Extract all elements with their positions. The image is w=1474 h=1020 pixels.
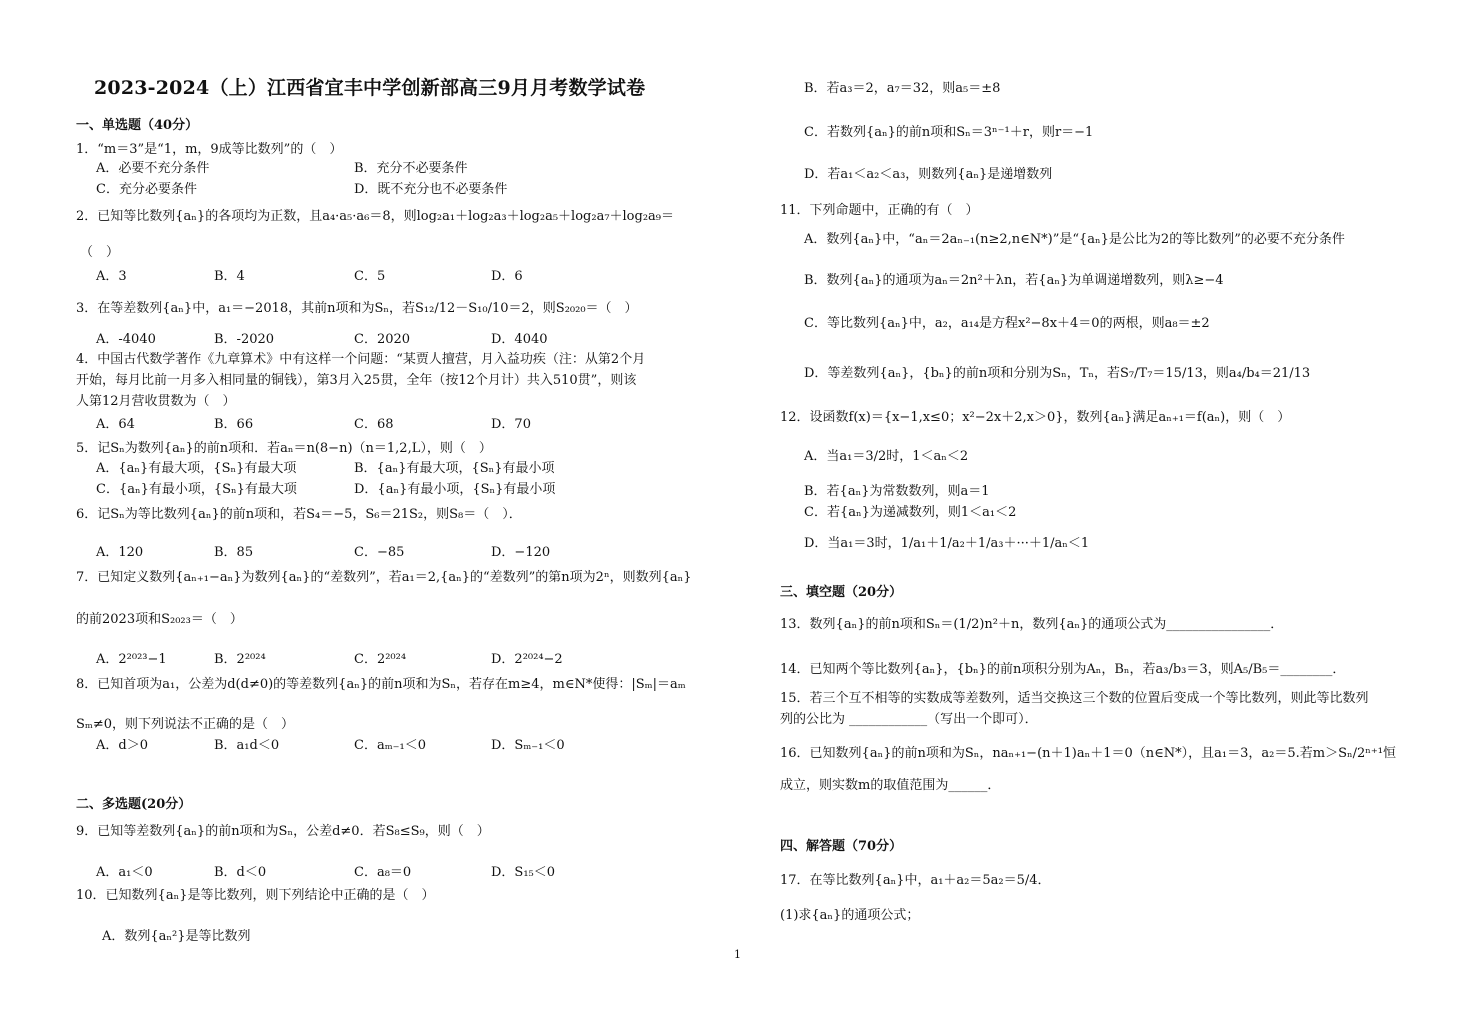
question-8-line-1: 8．已知首项为a₁，公差为d(d≠0)的等差数列{aₙ}的前n项和为Sₙ，若存在m≥4，m∈N*使得：|Sₘ|＝aₘ: [76, 677, 686, 692]
question-11: 11．下列命题中，正确的有（ ）: [780, 203, 979, 218]
q10-option-d: D．若a₁＜a₂＜a₃，则数列{aₙ}是递增数列: [804, 167, 1053, 182]
question-7-line-2: 的前2023项和S₂₀₂₃＝（ ）: [76, 612, 243, 627]
q12-option-b: B．若{aₙ}为常数数列，则a＝1: [804, 484, 990, 499]
q17-part-1: (1)求{aₙ}的通项公式；: [780, 908, 920, 923]
question-4-line-2: 开始，每月比前一月多入相同量的铜钱），第3月入25贯，全年（按12个月计）共入510贯”，则该: [76, 373, 637, 388]
q9-option-a: A．a₁＜0: [96, 865, 153, 880]
q1-option-c: C．充分必要条件: [96, 182, 197, 197]
question-9: 9．已知等差数列{aₙ}的前n项和为Sₙ，公差d≠0．若S₈≤S₉，则（ ）: [76, 824, 490, 839]
section-heading-fill-in: 三、填空题（20分）: [780, 585, 903, 600]
q7-option-c: C．2²⁰²⁴: [354, 652, 407, 667]
q3-option-c: C．2020: [354, 332, 411, 347]
q6-option-c: C．−85: [354, 545, 405, 560]
section-heading-single-choice: 一、单选题（40分）: [76, 118, 199, 133]
question-1: 1．“m＝3”是“1，m，9成等比数列”的（ ）: [76, 142, 343, 157]
q9-option-d: D．S₁₅＜0: [491, 865, 556, 880]
question-14: 14．已知两个等比数列{aₙ}，{bₙ}的前n项积分别为Aₙ，Bₙ，若a₃/b₃＝3，则A₅/B₅＝________．: [780, 662, 1346, 677]
q5-option-c: C．{aₙ}有最小项，{Sₙ}有最大项: [96, 482, 297, 497]
question-17: 17．在等比数列{aₙ}中，a₁＋a₂＝5a₂＝5/4．: [780, 873, 1051, 888]
q1-option-d: D．既不充分也不必要条件: [354, 182, 508, 197]
question-2: 2．已知等比数列{aₙ}的各项均为正数，且a₄·a₅·a₆＝8，则log₂a₁＋log₂a₃＋log₂a₅＋log₂a₇＋log₂a₉＝: [76, 209, 675, 224]
question-4-line-1: 4．中国古代数学著作《九章算术》中有这样一个问题：“某贾人擅营，月入益功疾（注：从第2个月: [76, 352, 646, 367]
section-heading-answer: 四、解答题（70分）: [780, 839, 903, 854]
question-13: 13．数列{aₙ}的前n项和Sₙ＝(1/2)n²＋n，数列{aₙ}的通项公式为________________．: [780, 617, 1284, 632]
q8-option-d: D．Sₘ₋₁＜0: [491, 738, 565, 753]
q4-option-b: B．66: [214, 417, 254, 432]
q7-option-d: D．2²⁰²⁴−2: [491, 652, 563, 667]
question-8-line-2: Sₘ≠0，则下列说法不正确的是（ ）: [76, 717, 295, 732]
q2-option-c: C．5: [354, 269, 386, 284]
q10-option-b: B．若a₃＝2，a₇＝32，则a₅＝±8: [804, 81, 1001, 96]
q2-option-b: B．4: [214, 269, 245, 284]
q8-option-b: B．a₁d＜0: [214, 738, 280, 753]
q5-option-d: D．{aₙ}有最小项，{Sₙ}有最小项: [354, 482, 556, 497]
q2-option-a: A．3: [96, 269, 127, 284]
question-15-line-1: 15．若三个互不相等的实数成等差数列，适当交换这三个数的位置后变成一个等比数列，则此等比数列: [780, 691, 1369, 706]
q11-option-b: B．数列{aₙ}的通项为aₙ＝2n²＋λn，若{aₙ}为单调递增数列，则λ≥−4: [804, 273, 1224, 288]
q4-option-d: D．70: [491, 417, 531, 432]
q7-option-b: B．2²⁰²⁴: [214, 652, 266, 667]
q11-option-c: C．等比数列{aₙ}中，a₂，a₁₄是方程x²−8x＋4＝0的两根，则a₈＝±2: [804, 316, 1210, 331]
q6-option-a: A．120: [96, 545, 144, 560]
question-16-line-2: 成立，则实数m的取值范围为______．: [780, 778, 1001, 793]
q3-option-d: D．4040: [491, 332, 548, 347]
q3-option-a: A．-4040: [96, 332, 156, 347]
section-heading-multiple-choice: 二、多选题(20分）: [76, 797, 192, 812]
question-7-line-1: 7．已知定义数列{aₙ₊₁−aₙ}为数列{aₙ}的“差数列”，若a₁＝2,{aₙ}的“差数列”的第n项为2ⁿ，则数列{aₙ}: [76, 570, 692, 585]
q1-option-b: B．充分不必要条件: [354, 161, 468, 176]
q1-option-a: A．必要不充分条件: [96, 161, 210, 176]
q3-option-b: B．-2020: [214, 332, 275, 347]
q7-option-a: A．2²⁰²³−1: [96, 652, 167, 667]
question-16-line-1: 16．已知数列{aₙ}的前n项和为Sₙ，naₙ₊₁−(n＋1)aₙ＋1＝0（n∈N*），且a₁＝3，a₂＝5.若m＞Sₙ/2ⁿ⁺¹恒: [780, 746, 1396, 761]
q4-option-a: A．64: [96, 417, 135, 432]
question-15-line-2: 列的公比为 ____________（写出一个即可）．: [780, 712, 1038, 727]
q2-blank: （ ）: [80, 245, 120, 260]
q5-option-a: A．{aₙ}有最大项，{Sₙ}有最大项: [96, 461, 297, 476]
q5-option-b: B．{aₙ}有最大项，{Sₙ}有最小项: [354, 461, 555, 476]
q8-option-a: A．d＞0: [96, 738, 148, 753]
q11-option-a: A．数列{aₙ}中，“aₙ＝2aₙ₋₁(n≥2,n∈N*)”是“{aₙ}是公比为2的等比数列”的必要不充分条件: [804, 232, 1345, 247]
question-12: 12．设函数f(x)＝{x−1,x≤0；x²−2x＋2,x＞0}，数列{aₙ}满足aₙ₊₁＝f(aₙ)，则（ ）: [780, 410, 1291, 425]
q9-option-b: B．d＜0: [214, 865, 267, 880]
q12-option-a: A．当a₁＝3/2时，1＜aₙ＜2: [804, 449, 969, 464]
q11-option-d: D．等差数列{aₙ}，{bₙ}的前n项和分别为Sₙ，Tₙ，若S₇/T₇＝15/13，则a₄/b₄＝21/13: [804, 366, 1311, 381]
question-5: 5．记Sₙ为数列{aₙ}的前n项和．若aₙ＝n(8−n)（n＝1,2,L），则（ ）: [76, 441, 492, 456]
q12-option-c: C．若{aₙ}为递减数列，则1＜a₁＜2: [804, 505, 1017, 520]
q9-option-c: C．a₈＝0: [354, 865, 412, 880]
q10-option-c: C．若数列{aₙ}的前n项和Sₙ＝3ⁿ⁻¹＋r，则r＝−1: [804, 125, 1094, 140]
question-6: 6．记Sₙ为等比数列{aₙ}的前n项和，若S₄＝−5，S₆＝21S₂，则S₈＝（ ）．: [76, 507, 522, 522]
question-10: 10．已知数列{aₙ}是等比数列，则下列结论中正确的是（ ）: [76, 888, 435, 903]
question-3: 3．在等差数列{aₙ}中，a₁＝−2018，其前n项和为Sₙ，若S₁₂/12－S₁₀/10＝2，则S₂₀₂₀＝（ ）: [76, 301, 638, 316]
q10-option-a: A．数列{aₙ²}是等比数列: [102, 929, 251, 944]
q12-option-d: D．当a₁＝3时，1/a₁＋1/a₂＋1/a₃＋···＋1/aₙ＜1: [804, 536, 1090, 551]
q8-option-c: C．aₘ₋₁＜0: [354, 738, 427, 753]
q6-option-b: B．85: [214, 545, 254, 560]
q6-option-d: D．−120: [491, 545, 551, 560]
question-4-line-3: 人第12月营收贯数为（ ）: [76, 394, 236, 409]
page-number: 1: [734, 948, 741, 961]
q2-option-d: D．6: [491, 269, 523, 284]
page-title: 2023-2024（上）江西省宜丰中学创新部高三9月月考数学试卷: [94, 77, 646, 99]
q4-option-c: C．68: [354, 417, 394, 432]
